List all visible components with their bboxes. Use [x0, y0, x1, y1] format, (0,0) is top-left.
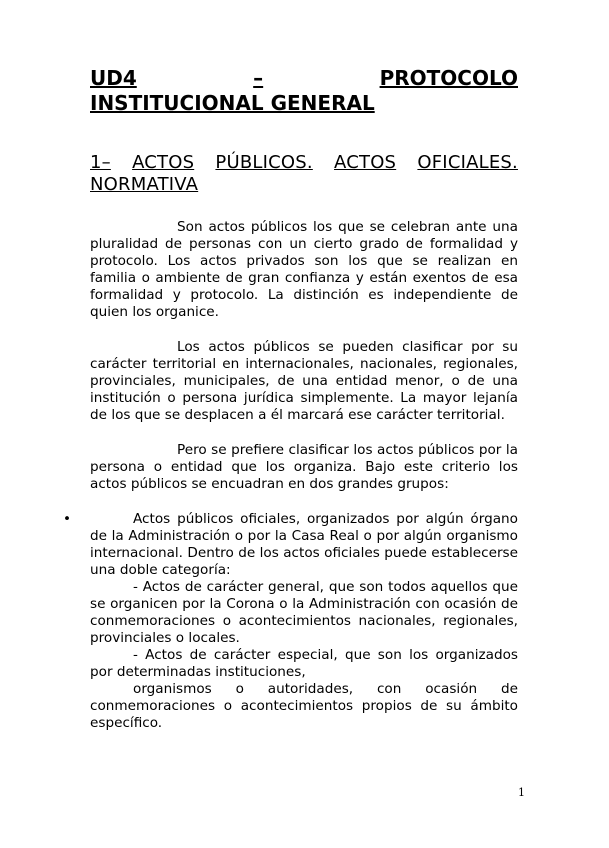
page-content [63, 66, 518, 732]
sub-item-caracter-especial: - Actos de carácter especial, que son los organizados por determinadas instituciones, [90, 647, 518, 680]
section-word: 1– [90, 152, 111, 173]
sub-item-caracter-general: - Actos de carácter general, que son todos aquellos que se organicen por la Corona o la Administración con ocasión de conmemoraciones o acontecimientos nacionales, regionales, provinciales o locales. [90, 579, 518, 646]
sub-item-caracter-especial-cont: organismos o autoridades, con ocasión de conmemoraciones o acontecimientos propios de su ámbito específico. [90, 681, 518, 731]
bullet-icon: • [63, 511, 72, 527]
title-line-2: INSTITUCIONAL GENERAL [90, 91, 375, 115]
document-title [90, 66, 518, 116]
bullet-intro: Actos públicos oficiales, organizados por algún órgano de la Administración o por la Casa Real o por algún organismo internacional. Dentro de los actos oficiales puede establecerse una doble categoría: [90, 511, 518, 578]
section-word: ACTOS [334, 152, 397, 173]
title-word: PROTOCOLO [379, 66, 518, 90]
list-item-actos-oficiales [63, 511, 518, 732]
section-line-2: NORMATIVA [90, 174, 199, 195]
section-word: OFICIALES. [417, 152, 518, 173]
paragraph-clasificacion-organizador: Pero se prefiere clasificar los actos públicos por la persona o entidad que los organiza. Bajo este criterio los actos públicos se encuadran en dos grandes grupos: [90, 442, 518, 492]
section-heading [90, 152, 518, 196]
paragraph-clasificacion-territorial: Los actos públicos se pueden clasificar por su carácter territorial en internacionales, nacionales, regionales, provinciales, municipales, de una entidad menor, o de una institución o persona jurídica simplemente. La mayor lejanía de los que se desplacen a él marcará ese carácter territorial. [90, 339, 518, 423]
title-line-1 [90, 66, 518, 91]
title-word: UD4 [90, 66, 137, 90]
page-number: 1 [518, 786, 525, 799]
section-line-1 [90, 152, 518, 174]
title-word: – [253, 66, 264, 90]
paragraph-actos-publicos: Son actos públicos los que se celebran ante una pluralidad de personas con un cierto grado de formalidad y protocolo. Los actos privados son los que se realizan en familia o ambiente de gran confianza y están exentos de esa formalidad y protocolo. La distinción es independiente de quien los organice. [90, 219, 518, 320]
section-word: PÚBLICOS. [215, 152, 313, 173]
section-word: ACTOS [132, 152, 195, 173]
